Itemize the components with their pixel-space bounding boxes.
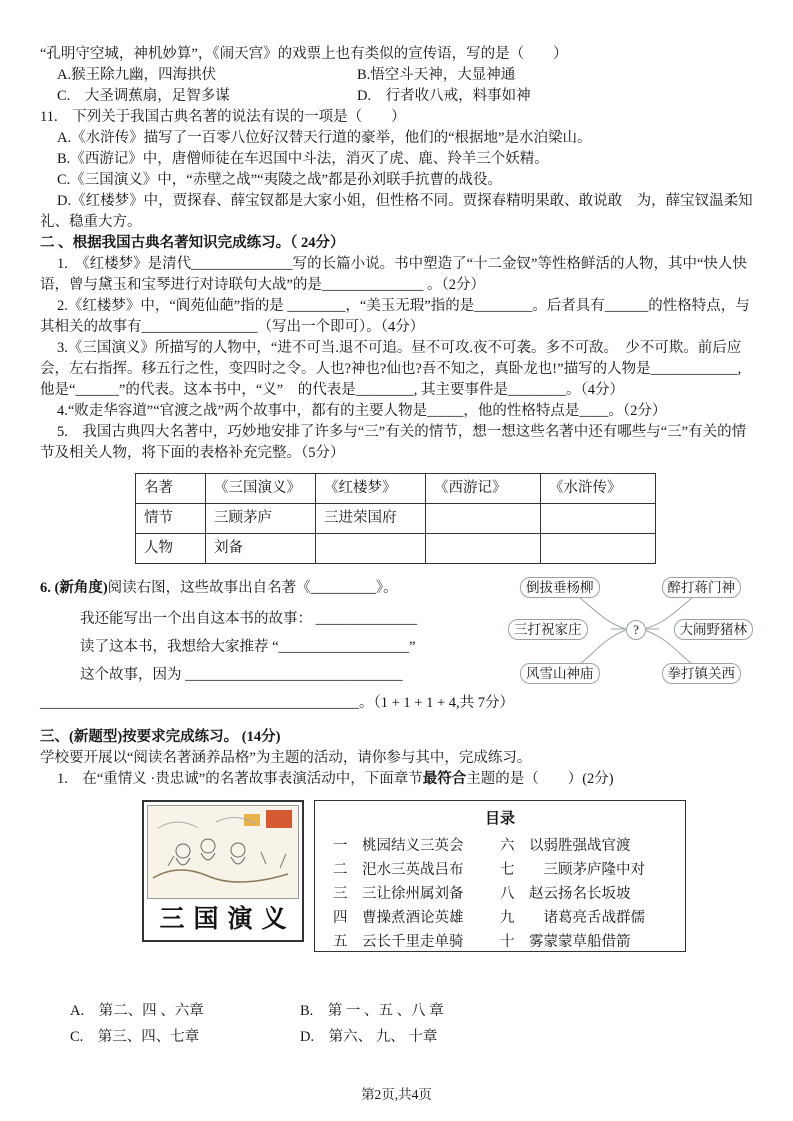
table-header-cell: 名著: [136, 474, 206, 504]
table-cell: [541, 534, 656, 564]
mindmap-node-mid-left: 三打祝家庄: [508, 619, 588, 640]
toc-entry: 八 赵云扬名长坂坡: [500, 886, 631, 902]
toc-entry: 六 以弱胜强战官渡: [500, 838, 631, 854]
table-cell: 刘备: [206, 534, 316, 564]
mindmap-node-bottom-left: 风雪山神庙: [520, 663, 600, 684]
toc-column-left: [333, 834, 500, 954]
q6-final-line: [40, 691, 753, 715]
q6-text-column: [40, 577, 508, 689]
answer-options: [70, 998, 753, 1050]
mindmap-node-mid-right: 大闹野猪林: [674, 619, 754, 640]
section2-q2: 2.《红楼梦》中，“阆苑仙葩”指的是 ________，“美玉无瑕”指的是________。后者具有______的性格特点，与其相关的故事有________________（写出一个即可）。（4分）: [40, 298, 750, 335]
q6-answer-blank: ____________________________________________: [40, 695, 359, 711]
q6-block: [40, 577, 753, 689]
q10-options-row-ab: [40, 65, 753, 86]
page-footer: 第2页,共4页: [361, 1087, 432, 1102]
section2-q4: 4.“败走华容道”“官渡之战”两个故事中，都有的主要人物是_____，他的性格特点是____。（2分）: [57, 403, 667, 419]
story-mindmap: [508, 577, 753, 687]
mindmap-node-bottom-right: 拳打镇关西: [662, 663, 742, 684]
table-cell: [426, 504, 541, 534]
mindmap-node-top-right: 醉打蒋门神: [662, 577, 742, 598]
toc-entry: 七 三顾茅庐隆中对: [500, 862, 645, 878]
q6-line2: 我还能写出一个出自这本书的故事： ______________: [80, 611, 418, 627]
answer-option-a: A. 第二、四 、六章: [70, 1003, 204, 1019]
section2-q3: 3.《三国演义》所描写的人物中，“进不可当.退不可追。昼不可攻.夜不可袭。多不可敌。 少不可欺。前后应会，左右指挥。移五行之性，变四时之令。人也?神也?仙也?吾不知之，真卧龙也!”描写的人物是____________, 他是“______”的代表。这本书中，“义” 的代表是________, 其主要事件是________。（4分）: [40, 340, 742, 398]
table-row-character: [136, 534, 656, 564]
q10-option-a: A.猴王除九幽，四海拱伏: [57, 67, 217, 83]
q6-number: 6. (新角度): [40, 580, 108, 596]
table-header-cell: 《西游记》: [426, 474, 541, 504]
book-cover-illustration: [147, 805, 299, 899]
table-cell: [541, 504, 656, 534]
table-header-cell: 《三国演义》: [206, 474, 316, 504]
section2-q1: 1. 《红楼梦》是清代______________写的长篇小说。书中塑造了“十二金钗”等性格鲜活的人物，其中“快人快语，曾与黛玉和宝琴进行对诗联句大战”的是______________ 。（2分）: [40, 256, 747, 293]
q10-option-d: D. 行者收八戒，料事如神: [357, 88, 531, 104]
q6-line1: [40, 577, 508, 600]
book-cover: [142, 800, 304, 942]
section3-heading: 三、(新题型)按要求完成练习。 (14分): [40, 729, 281, 745]
section3-intro: 学校要开展以“阅读名著涵养品格”为主题的活动，请你参与其中，完成练习。: [40, 750, 532, 766]
q10-options-row-cd: [40, 86, 753, 107]
q6-line4: 这个故事，因为 ______________________________: [80, 667, 403, 683]
q11-option-a: A.《水浒传》描写了一百零八位好汉替天行道的豪举，他们的“根据地”是水泊梁山。: [57, 130, 592, 146]
table-cell: 三进荣国府: [316, 504, 426, 534]
q1-text-after: 主题的是（ ）(2分): [466, 771, 614, 787]
book-cover-title: 三国演义: [159, 906, 296, 933]
toc-entry: 九 诸葛亮舌战群儒: [500, 910, 645, 926]
cover-art-sketch: [148, 806, 299, 896]
q10-stem: “孔明守空城，神机妙算”，《闹天宫》的戏票上也有类似的宣传语，写的是（ ）: [40, 46, 568, 62]
toc-entry: 一 桃园结义三英会: [333, 838, 464, 854]
q6-score: 。（1 + 1 + 1 + 4,共 7分）: [359, 695, 515, 711]
toc-entry: 五 云长千里走单骑: [333, 934, 464, 950]
q11-option-c: C.《三国演义》中，“赤壁之战”“夷陵之战”都是孙刘联手抗曹的战役。: [57, 172, 503, 188]
q11-stem: 11. 下列关于我国古典名著的说法有误的一项是（ ）: [40, 109, 406, 125]
q6-line1-text: 阅读右图，这些故事出自名著《_________》。: [107, 580, 398, 596]
section2-q5: 5. 我国古典四大名著中，巧妙地安排了许多与“三”有关的情节，想一想这些名著中还有哪些与“三”有关的情节及相关人物，将下面的表格补充完整。（5分）: [40, 424, 747, 461]
q11-option-b: B.《西游记》中，唐僧师徒在车迟国中斗法，消灭了虎、鹿、羚羊三个妖精。: [57, 151, 549, 167]
table-row-label: 人物: [136, 534, 206, 564]
table-cell: [316, 534, 426, 564]
answer-option-d: D. 第六、 九、 十章: [300, 1029, 438, 1045]
toc-column-right: [500, 834, 667, 954]
toc-columns: [333, 834, 667, 954]
table-cell: [426, 534, 541, 564]
table-header-cell: 《红楼梦》: [316, 474, 426, 504]
toc-box: [314, 800, 686, 952]
toc-title: 目录: [484, 811, 515, 827]
answer-row-cd: [70, 1024, 753, 1050]
toc-entry: 十 雾蒙蒙草船借箭: [500, 934, 631, 950]
q1-text-bold: 最符合: [422, 771, 467, 787]
toc-entry: 二 汜水三英战吕布: [333, 862, 464, 878]
answer-option-c: C. 第三、四、七章: [70, 1029, 200, 1045]
mindmap-center-question: ?: [626, 620, 646, 640]
q1-text-before: 1. 在“重情义 ·贵忠诚”的名著故事表演活动中，下面章节: [57, 771, 423, 787]
table-row-label: 情节: [136, 504, 206, 534]
q10-option-c: C. 大圣调蕉扇，足智多谋: [57, 88, 230, 104]
q10-option-b: B.悟空斗天神，大显神通: [357, 67, 516, 83]
answer-row-ab: [70, 998, 753, 1024]
answer-option-b: B. 第 一 、五 、八 章: [300, 1003, 444, 1019]
table-header-cell: 《水浒传》: [541, 474, 656, 504]
table-row-plot: [136, 504, 656, 534]
q6-line3: 读了这本书，我想给大家推荐 “__________________”: [80, 639, 416, 655]
section3-q1: [40, 769, 753, 790]
toc-entry: 三 三让徐州属刘备: [333, 886, 464, 902]
section2-heading: 二 、根据我国古典名著知识完成练习。（ 24分）: [40, 235, 345, 251]
toc-entry: 四 曹操煮酒论英雄: [333, 910, 464, 926]
mindmap-node-top-left: 倒拔垂杨柳: [520, 577, 600, 598]
table-header-row: [136, 474, 656, 504]
three-stories-table: [135, 473, 656, 564]
figure-row: [142, 800, 753, 952]
q11-option-d: D.《红楼梦》中，贾探春、薛宝钗都是大家小姐，但性格不同。贾探春精明果敢、敢说敢 为，薛宝钗温柔知礼、稳重大方。: [40, 193, 753, 230]
table-cell: 三顾茅庐: [206, 504, 316, 534]
